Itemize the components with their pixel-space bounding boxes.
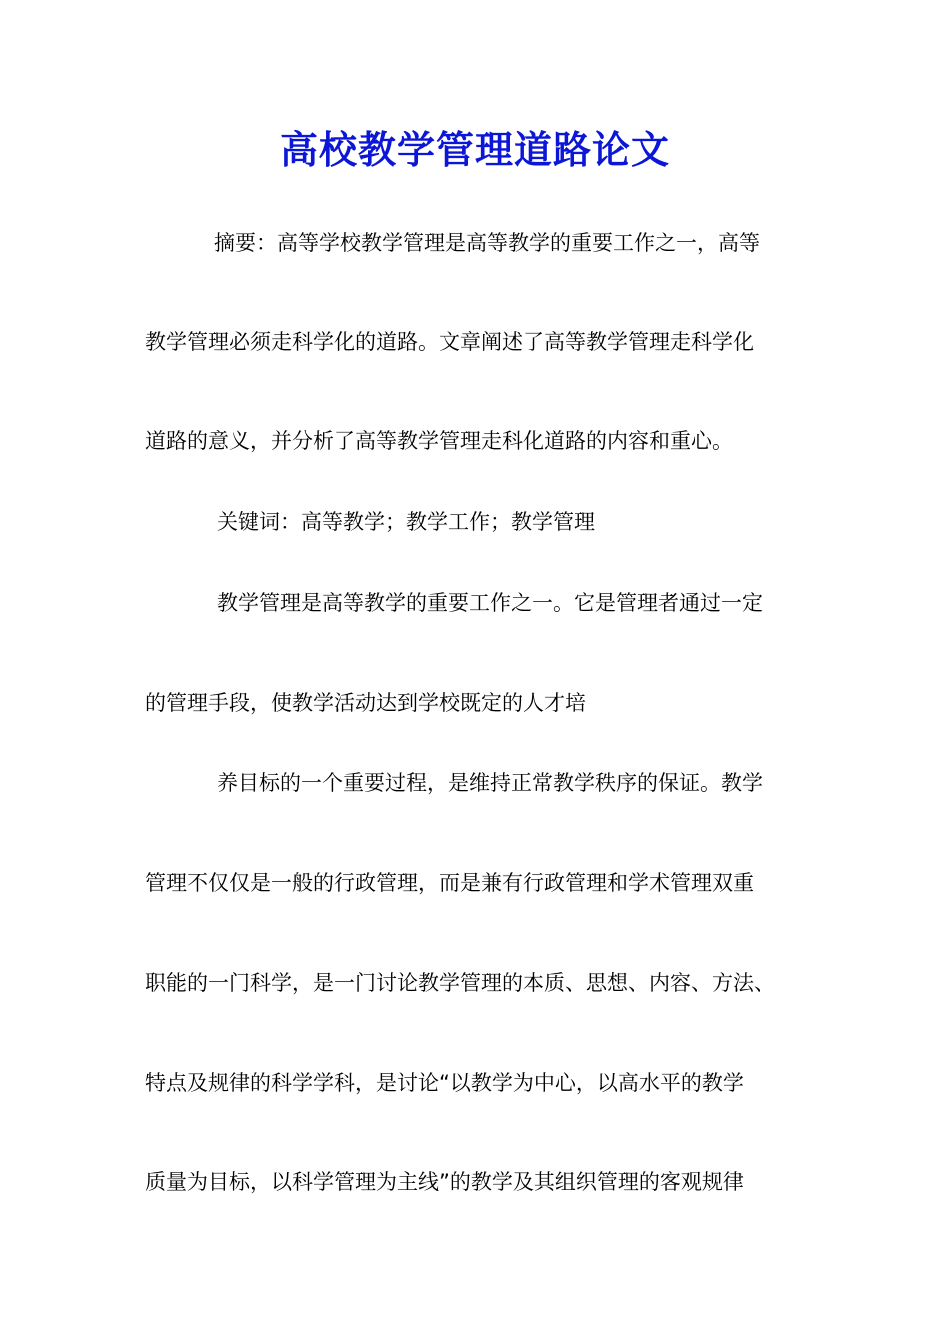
keywords-line: 关键词：高等教学；教学工作；教学管理 <box>217 510 595 534</box>
abstract-line-2: 教学管理必须走科学化的道路。文章阐述了高等教学管理走科学化 <box>145 330 754 354</box>
body-line-2: 的管理手段，使教学活动达到学校既定的人才培 <box>145 691 586 715</box>
body-line-4: 管理不仅仅是一般的行政管理，而是兼有行政管理和学术管理双重 <box>145 871 754 895</box>
body-line-3: 养目标的一个重要过程，是维持正常教学秩序的保证。教学 <box>217 771 763 795</box>
abstract-line-1: 摘要：高等学校教学管理是高等教学的重要工作之一，高等 <box>214 231 760 255</box>
body-line-5: 职能的一门科学，是一门讨论教学管理的本质、思想、内容、方法、 <box>145 971 775 995</box>
body-line-7: 质量为目标，以科学管理为主线”的教学及其组织管理的客观规律 <box>145 1170 744 1194</box>
abstract-line-3: 道路的意义，并分析了高等教学管理走科化道路的内容和重心。 <box>145 429 733 453</box>
body-line-6: 特点及规律的科学学科，是讨论“以教学为中心，以高水平的教学 <box>145 1071 744 1095</box>
body-line-1: 教学管理是高等教学的重要工作之一。它是管理者通过一定 <box>217 591 763 615</box>
page-title: 高校教学管理道路论文 <box>279 127 670 172</box>
